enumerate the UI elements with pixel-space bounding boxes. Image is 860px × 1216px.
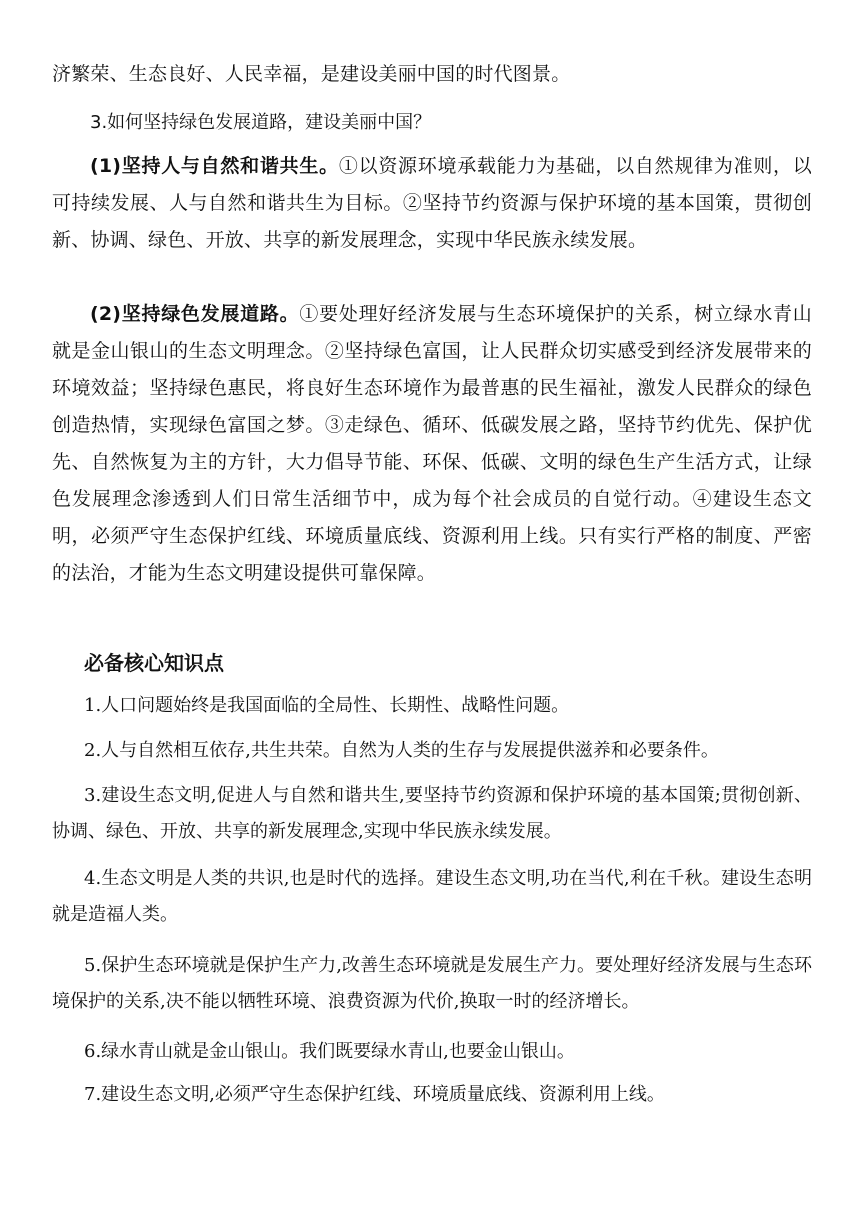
point-1-text: ①以资源环境承载能力为基础，以自然规律为准则，以可持续发展、人与自然和谐共生为目标。②坚持节约资源与保护环境的基本国策，贯彻创新、协调、绿色、开放、共享的新发展理念，实现中华民族永续发展。 xyxy=(52,155,812,251)
knowledge-point-5: 5.保护生态环境就是保护生产力,改善生态环境就是发展生产力。要处理好经济发展与生态环境保护的关系,决不能以牺牲环境、浪费资源为代价,换取一时的经济增长。 xyxy=(52,955,812,1012)
knowledge-point-6: 6.绿水青山就是金山银山。我们既要绿水青山,也要金山银山。 xyxy=(84,1041,575,1062)
section-title: 必备核心知识点 xyxy=(84,651,224,675)
knowledge-point-4: 4.生态文明是人类的共识,也是时代的选择。建设生态文明,功在当代,利在千秋。建设生态明就是造福人类。 xyxy=(52,868,812,925)
point-2-text: ①要处理好经济发展与生态环境保护的关系，树立绿水青山就是金山银山的生态文明理念。②坚持绿色富国，让人民群众切实感受到经济发展带来的环境效益；坚持绿色惠民，将良好生态环境作为最普惠的民生福祉，激发人民群众的绿色创造热情，实现绿色富国之梦。③走绿色、循环、低碳发展之路，坚持节约优先、保护优先、自然恢复为主的方针，大力倡导节能、环保、低碳、文明的绿色生产生活方式，让绿色发展理念渗透到人们日常生活细节中，成为每个社会成员的自觉行动。④建设生态文明，必须严守生态保护红线、环境质量底线、资源利用上线。只有实行严格的制度、严密的法治，才能为生态文明建设提供可靠保障。 xyxy=(52,303,812,584)
point-1-paragraph xyxy=(52,148,812,259)
knowledge-point-3: 3.建设生态文明,促进人与自然和谐共生,要坚持节约资源和保护环境的基本国策;贯彻创新、协调、绿色、开放、共享的新发展理念,实现中华民族永续发展。 xyxy=(52,785,812,842)
point-1-lead: (1)坚持人与自然和谐共生。 xyxy=(90,155,339,177)
point-2-paragraph xyxy=(52,296,812,592)
knowledge-point-1: 1.人口问题始终是我国面临的全局性、长期性、战略性问题。 xyxy=(84,695,570,716)
point-2-lead: (2)坚持绿色发展道路。 xyxy=(90,303,300,325)
knowledge-point-2: 2.人与自然相互依存,共生共荣。自然为人类的生存与发展提供滋养和必要条件。 xyxy=(84,740,719,761)
knowledge-point-7: 7.建设生态文明,必须严守生态保护红线、环境质量底线、资源利用上线。 xyxy=(84,1084,665,1105)
question-heading: 3.如何坚持绿色发展道路，建设美丽中国？ xyxy=(90,112,432,133)
intro-tail-paragraph: 济繁荣、生态良好、人民幸福，是建设美丽中国的时代图景。 xyxy=(52,63,571,85)
